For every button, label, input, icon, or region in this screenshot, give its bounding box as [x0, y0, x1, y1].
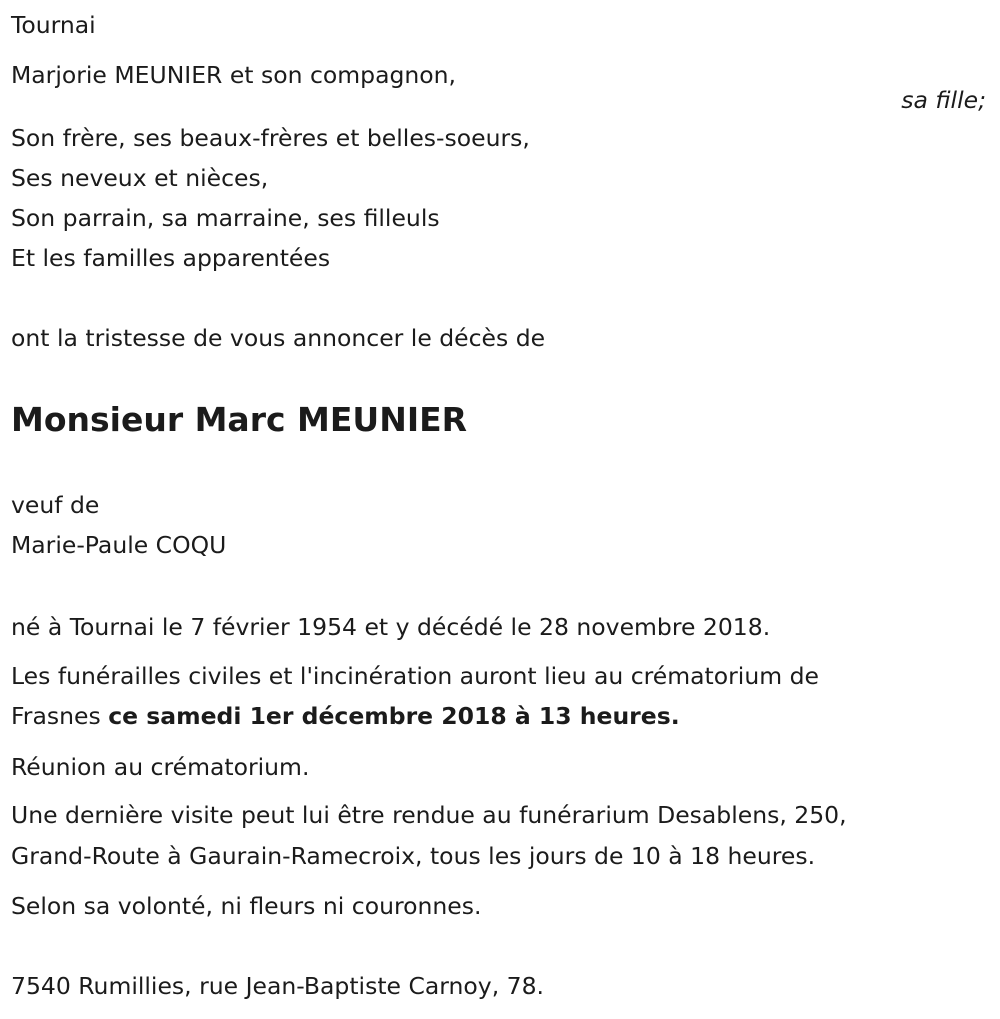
funeral-place: Frasnes [11, 702, 109, 730]
widower-label: veuf de [11, 491, 100, 519]
funeral-line-2 [11, 701, 680, 731]
spouse-name: Marie-Paule COQU [11, 531, 227, 559]
visit-line-2: Grand-Route à Gaurain-Ramecroix, tous les jours de 10 à 18 heures. [11, 842, 816, 870]
family-line: Et les familles apparentées [11, 244, 331, 272]
funeral-line-1: Les funérailles civiles et l'incinération auront lieu au crématorium de [11, 662, 819, 690]
birth-death: né à Tournai le 7 février 1954 et y décédé le 28 novembre 2018. [11, 613, 771, 641]
deceased-name: Monsieur Marc MEUNIER [11, 400, 468, 439]
address: 7540 Rumillies, rue Jean-Baptiste Carnoy, 78. [11, 972, 545, 1000]
funeral-date: ce samedi 1er décembre 2018 à 13 heures. [108, 702, 680, 730]
family-line: Ses neveux et nièces, [11, 164, 269, 192]
family-line: Son parrain, sa marraine, ses filleuls [11, 204, 440, 232]
wish: Selon sa volonté, ni fleurs ni couronnes. [11, 892, 482, 920]
daughter-role: sa fille; [901, 86, 986, 114]
city: Tournai [11, 11, 96, 39]
visit-line-1: Une dernière visite peut lui être rendue au funérarium Desablens, 250, [11, 801, 847, 829]
meeting: Réunion au crématorium. [11, 753, 310, 781]
daughter-line: Marjorie MEUNIER et son compagnon, [11, 61, 457, 89]
announcement: ont la tristesse de vous annoncer le décès de [11, 324, 546, 352]
family-line: Son frère, ses beaux-frères et belles-soeurs, [11, 124, 530, 152]
